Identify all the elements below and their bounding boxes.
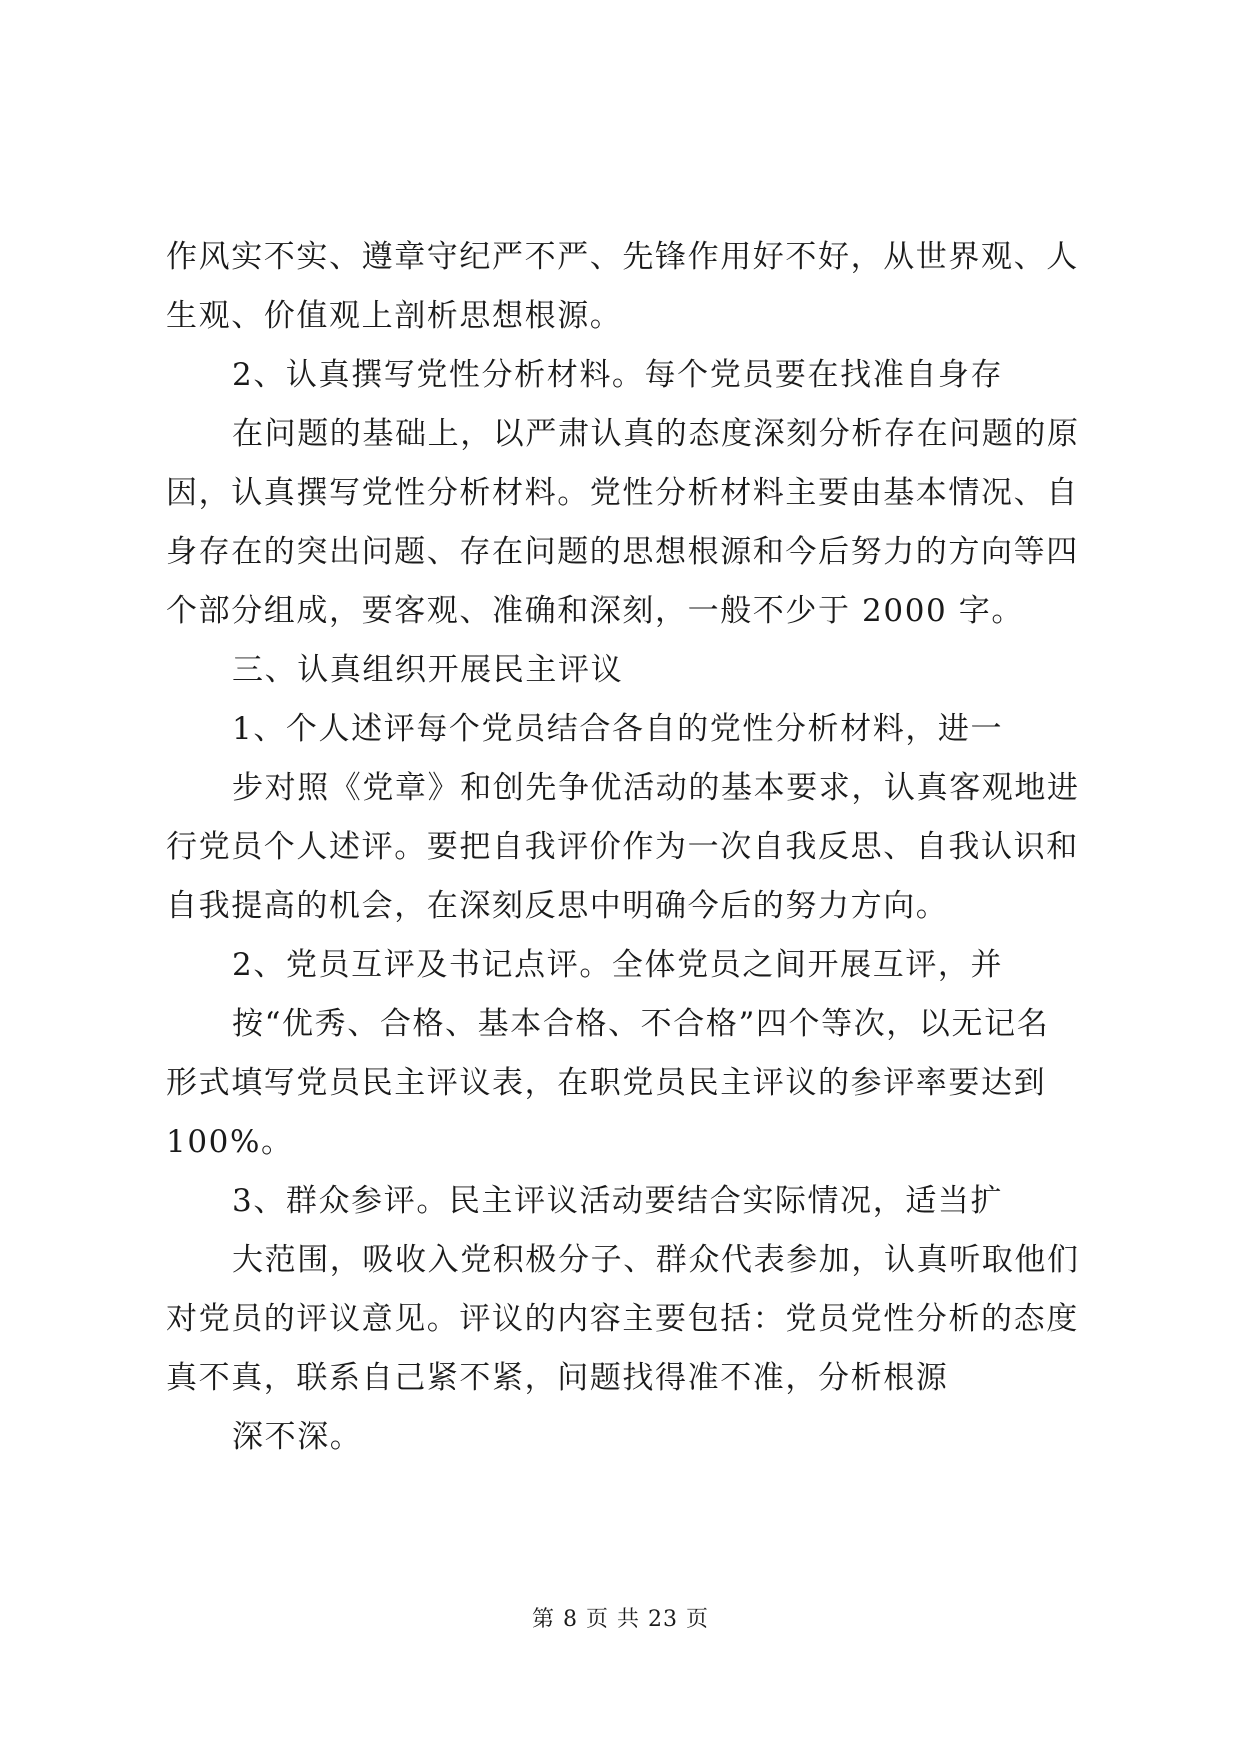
text-line: 生观、价值观上剖析思想根源。 — [166, 298, 623, 334]
text-line: 自我提高的机会，在深刻反思中明确今后的努力方向。 — [166, 888, 949, 924]
text-line: 个部分组成，要客观、准确和深刻，一般不少于 2000 字。 — [166, 593, 1024, 629]
body-text — [166, 228, 1086, 1467]
text-line: 大范围，吸收入党积极分子、群众代表参加，认真听取他们 — [232, 1242, 1080, 1278]
text-line: 按“优秀、合格、基本合格、不合格”四个等次，以无记名 — [232, 1006, 1050, 1042]
text-line: 100%。 — [166, 1124, 294, 1160]
text-line: 形式填写党员民主评议表，在职党员民主评议的参评率要达到 — [166, 1065, 1047, 1101]
text-line: 深不深。 — [232, 1419, 363, 1455]
text-line: 在问题的基础上，以严肃认真的态度深刻分析存在问题的原 — [232, 416, 1080, 452]
text-line: 1、个人述评每个党员结合各自的党性分析材料，进一 — [232, 711, 1004, 747]
text-line: 三、认真组织开展民主评议 — [232, 652, 624, 688]
text-line: 2、党员互评及书记点评。全体党员之间开展互评，并 — [232, 947, 1004, 983]
text-line: 步对照《党章》和创先争优活动的基本要求，认真客观地进 — [232, 770, 1080, 806]
text-line: 身存在的突出问题、存在问题的思想根源和今后努力的方向等四 — [166, 534, 1079, 570]
text-line: 2、认真撰写党性分析材料。每个党员要在找准自身存 — [232, 357, 1004, 393]
text-line: 因，认真撰写党性分析材料。党性分析材料主要由基本情况、自 — [166, 475, 1079, 511]
page-footer: 第 8 页 共 23 页 — [532, 1607, 709, 1632]
text-line: 对党员的评议意见。评议的内容主要包括：党员党性分析的态度 — [166, 1301, 1079, 1337]
text-line: 行党员个人述评。要把自我评价作为一次自我反思、自我认识和 — [166, 829, 1079, 865]
text-line: 3、群众参评。民主评议活动要结合实际情况，适当扩 — [232, 1183, 1004, 1219]
text-line: 真不真，联系自己紧不紧，问题找得准不准，分析根源 — [166, 1360, 949, 1396]
text-line: 作风实不实、遵章守纪严不严、先锋作用好不好，从世界观、人 — [166, 239, 1079, 275]
